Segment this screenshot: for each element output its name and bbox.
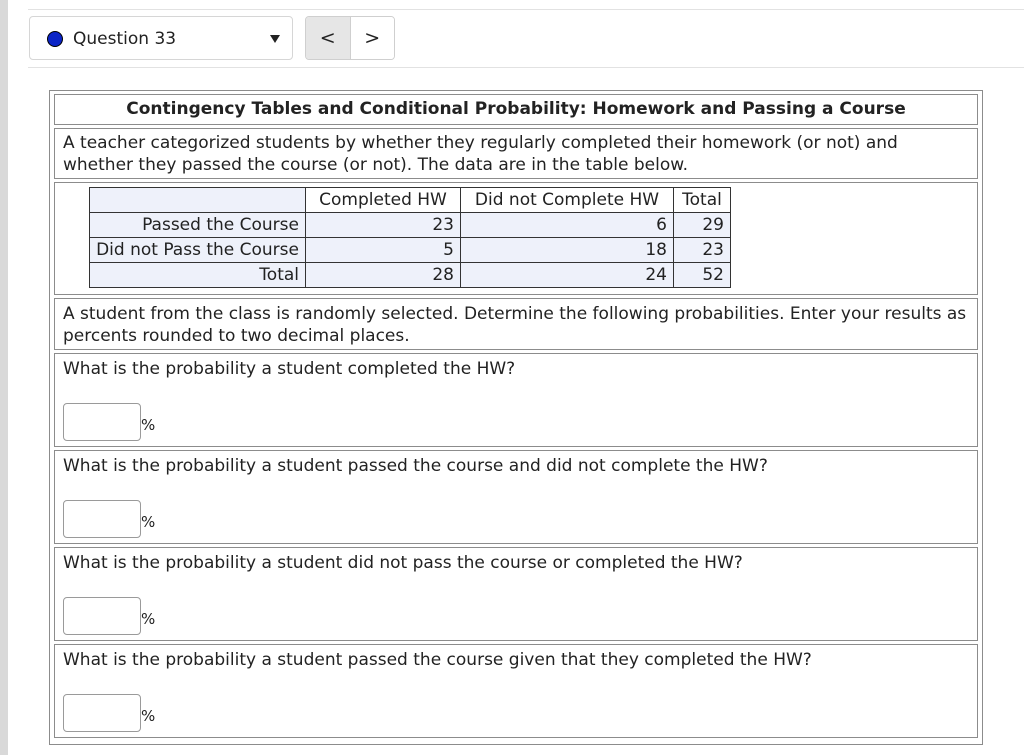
question-label: Question 33 bbox=[73, 29, 177, 49]
table-cell: 24 bbox=[461, 263, 674, 288]
question-nav bbox=[305, 16, 395, 60]
previous-question-button[interactable]: < bbox=[306, 17, 351, 59]
caret-down-icon bbox=[270, 35, 280, 43]
table-row bbox=[90, 238, 731, 263]
table-cell: 28 bbox=[306, 263, 461, 288]
table-cell: 5 bbox=[306, 238, 461, 263]
question-block-2 bbox=[54, 450, 978, 544]
problem-container bbox=[49, 90, 983, 745]
left-rail bbox=[0, 0, 8, 755]
answer-input-3[interactable] bbox=[63, 597, 141, 635]
question-text: What is the probability a student completed the HW? bbox=[63, 359, 516, 379]
table-row bbox=[90, 263, 731, 288]
table-header-row bbox=[90, 188, 731, 213]
question-block-1 bbox=[54, 353, 978, 447]
table-cell: 52 bbox=[674, 263, 731, 288]
answer-input-2[interactable] bbox=[63, 500, 141, 538]
row-label: Did not Pass the Course bbox=[90, 238, 306, 263]
table-cell: 23 bbox=[674, 238, 731, 263]
problem-intro: A teacher categorized students by whether they regularly completed their homework (or not) and whether they passed the course (or not). The data are in the table below. bbox=[54, 128, 978, 179]
header-did-not-complete-hw: Did not Complete HW bbox=[461, 188, 674, 213]
contingency-table-row bbox=[54, 182, 978, 295]
nav-divider bbox=[28, 67, 1024, 68]
top-divider bbox=[28, 9, 1024, 10]
header-completed-hw: Completed HW bbox=[306, 188, 461, 213]
table-cell: 29 bbox=[674, 213, 731, 238]
question-block-3 bbox=[54, 547, 978, 641]
problem-instructions: A student from the class is randomly selected. Determine the following probabilities. Enter your results as percents rounded to two decimal places. bbox=[54, 298, 978, 350]
answer-input-1[interactable] bbox=[63, 403, 141, 441]
next-question-button[interactable]: > bbox=[351, 17, 395, 59]
question-text: What is the probability a student passed the course and did not complete the HW? bbox=[63, 456, 768, 476]
table-corner-cell bbox=[90, 188, 306, 213]
question-block-4 bbox=[54, 644, 978, 738]
header-total: Total bbox=[674, 188, 731, 213]
question-text: What is the probability a student did not pass the course or completed the HW? bbox=[63, 553, 743, 573]
question-text: What is the probability a student passed the course given that they completed the HW? bbox=[63, 650, 812, 670]
table-cell: 18 bbox=[461, 238, 674, 263]
percent-unit: % bbox=[141, 513, 156, 531]
table-row bbox=[90, 213, 731, 238]
contingency-table bbox=[89, 187, 731, 288]
table-cell: 23 bbox=[306, 213, 461, 238]
question-status-dot bbox=[47, 31, 63, 47]
percent-unit: % bbox=[141, 707, 156, 725]
percent-unit: % bbox=[141, 416, 156, 434]
row-label: Passed the Course bbox=[90, 213, 306, 238]
question-selector[interactable] bbox=[29, 16, 293, 60]
problem-title: Contingency Tables and Conditional Probability: Homework and Passing a Course bbox=[54, 94, 978, 125]
percent-unit: % bbox=[141, 610, 156, 628]
answer-input-4[interactable] bbox=[63, 694, 141, 732]
row-label: Total bbox=[90, 263, 306, 288]
table-cell: 6 bbox=[461, 213, 674, 238]
